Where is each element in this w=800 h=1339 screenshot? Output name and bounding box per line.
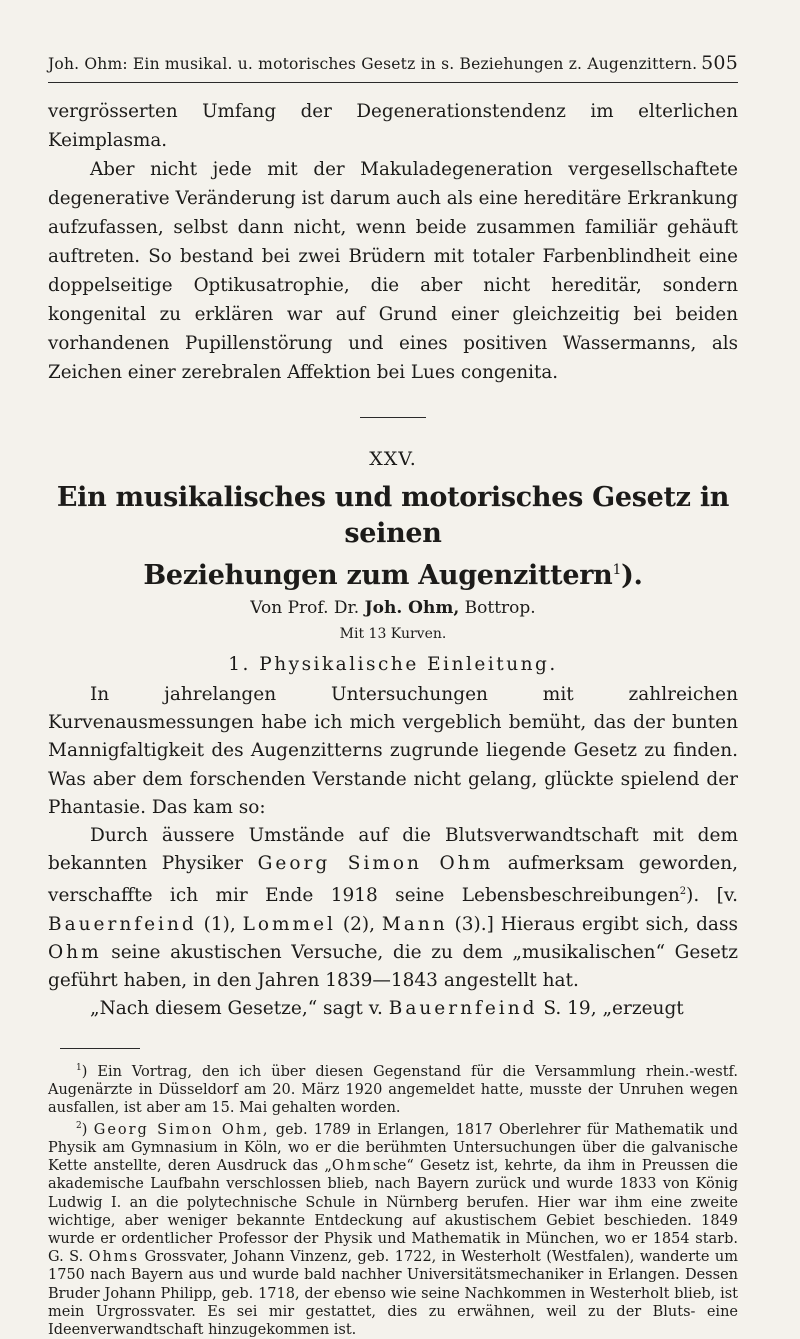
footnote-text: ) Ein Vortrag, den ich über diesen Gegenstand für die Versammlung rhein.-westf. Augenärzte in Düsseldorf am 20. März 1920 angemeldet hatte, musste der Unruhen wegen ausfallen, ist aber am 15. Mai gehalten worden. [48,1063,738,1116]
footnote-mark: 1 [76,1062,82,1073]
running-title: Joh. Ohm: Ein musikal. u. motorisches Gesetz in s. Beziehungen z. Augenzittern. [48,55,698,73]
footnotes [48,1059,738,1339]
footnote [48,1059,738,1117]
paragraph: vergrösserten Umfang der Degenerationstendenz im elterlichen Keimplasma. [48,101,738,151]
footnote-mark: 1 [612,562,622,578]
subsection-heading: 1. Physikalische Einleitung. [228,654,558,675]
text-run: seine akustischen Versuche, die zu dem „musikalischen“ Gesetz geführt haben, in den Jahren 1839—1843 angestellt hat. [48,941,738,992]
article-body [48,681,738,1024]
text-run: Hieraus ergibt sich, dass [500,913,738,935]
reference-author: Bauernfeind [48,913,197,935]
title-end: ). [621,560,643,591]
footnote-text: ) [81,1121,88,1138]
byline [48,598,738,618]
author-name: Joh. Ohm, [364,598,460,618]
text-run: Durch äussere Umstände auf die Blutsverwandtschaft mit dem bekannten Physiker [48,825,738,875]
footnote-text: Grossvater, Johann Vinzenz, geb. 1722, in Westerholt (Westfalen), wanderte um 1750 nach Bayern aus und wurde bald nachher Universitätsmechaniker in Erlangen. Dessen Bruder Johann Philipp, geb. 1718, der ebenso wie seine Nachkommen in Westerholt blieb, ist mein Urgrossvater. Es sei mir gestattet, dies zu erwähnen, weil zu der Bluts- eine Ideenverwandtschaft hinzugekommen ist. [48,1249,739,1339]
reference-number: (1), [203,913,236,935]
footnote-mark: 2 [76,1121,82,1132]
person-name: Georg Simon Ohm, [93,1121,270,1138]
footnote-rule [60,1048,140,1049]
title-line: Ein musikalisches und motorisches Gesetz in seinen [56,482,730,549]
paragraph [48,995,738,1023]
footnote-text: sche“ Gesetz ist, kehrte, da ihm in Preussen die akademische Laufbahn verschlossen blieb, nach Bayern zurück und wurde 1833 von König Ludwig I. an die polytechnische Schule in Nürnberg berufen. Hier war ihm eine zweite wichtige, aber weniger bekannte Entdeckung auf akustischem Gebiet beschieden. 1849 wurde er ordentlicher Professor der Physik und Mathematik in München, wo er 1854 starb. G. S. [48,1158,738,1266]
text-run: ). [v. [686,885,738,907]
person-name: Ohm [48,941,102,963]
footnote [48,1117,738,1339]
person-name: Georg Simon Ohm [257,853,494,875]
reference-number: (2), [342,913,375,935]
footnote-text: geb. 1789 in Erlangen, 1817 Oberlehrer für Mathematik und Physik am Gymnasium in Köln, wo er die berühmten Untersuchungen über die galvanische Kette anstellte, deren Ausdruck das „ [48,1121,739,1175]
paragraph [48,822,738,995]
section-separator [360,417,426,418]
text-run: „Nach diesem Gesetze,“ sagt v. [90,998,383,1020]
title-text: Beziehungen zum Augenzittern [143,560,613,591]
reference-author: Mann [381,913,448,935]
running-header [48,52,738,83]
text-run: S. 19, „erzeugt [543,998,684,1020]
footnote-mark: 2 [679,886,687,898]
figure-count: Mit 13 Kurven. [339,626,447,642]
page-number: 505 [701,52,738,74]
person-name: Ohm [331,1158,373,1175]
byline-prefix: Von Prof. Dr. [250,598,360,618]
reference-author: Lommel [242,913,336,935]
author-place: Bottrop. [464,598,536,618]
person-name: Bauernfeind [388,998,538,1020]
previous-article-end [48,97,738,387]
person-name: Ohms [88,1249,140,1266]
section-number: XXV. [369,448,417,470]
title-line [48,552,738,594]
article-title [48,480,738,594]
text-run: aufmerksam geworden, verschaffte ich mir Ende 1918 seine Lebensbeschreibungen [48,853,738,907]
paragraph: Aber nicht jede mit der Makuladegeneration vergesellschaftete degenerative Veränderung ist darum auch als eine hereditäre Erkrankung aufzufassen, selbst dann nicht, wenn beide zusammen familiär gehäuft auftreten. So bestand bei zwei Brüdern mit totaler Farbenblindheit eine doppelseitige Optikusatrophie, die aber nicht hereditär, sondern kongenital zu erklären war auf Grund einer gleichzeitig bei beiden vorhandenen Pupillenstörung und eines positiven Wassermanns, als Zeichen einer zerebralen Affektion bei Lues congenita. [48,159,738,383]
reference-number: (3).] [454,913,494,935]
paragraph: In jahrelangen Untersuchungen mit zahlreichen Kurvenausmessungen habe ich mich vergeblich bemüht, das der bunten Mannigfaltigkeit des Augenzitterns zugrunde liegende Gesetz zu finden. Was aber dem forschenden Verstande nicht gelang, glückte spielend der Phantasie. Das kam so: [48,684,738,818]
